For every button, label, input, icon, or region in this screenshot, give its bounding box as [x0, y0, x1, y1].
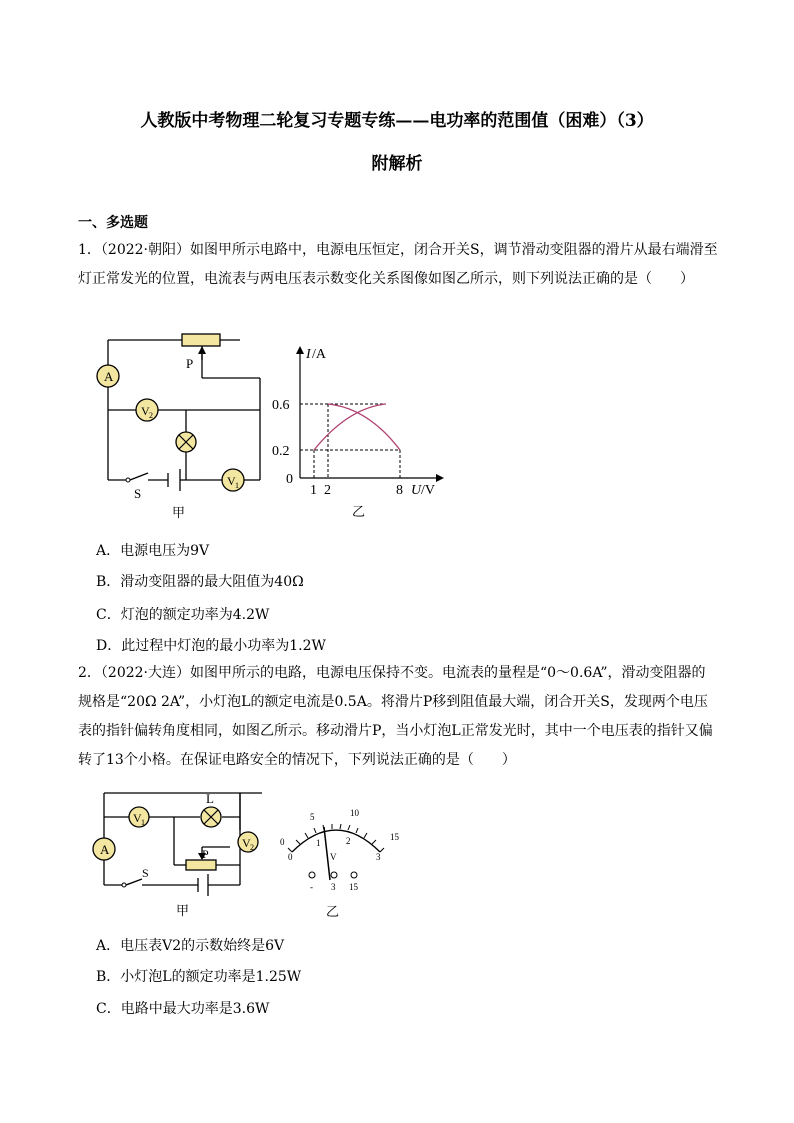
terminal-3-label: 3	[331, 882, 336, 892]
q2-v2-label: V	[242, 836, 251, 850]
q2-lamp-label: L	[206, 791, 214, 806]
origin-label: 0	[286, 472, 293, 487]
question-1-text: 1．（2022·朝阳）如图甲所示电路中，电源电压恒定，闭合开关S，调节滑动变阻器的滑片从最右端滑至灯正常发光的位置，电流表与两电压表示数变化关系图像如图乙所示，则下列说法正确的是（ ）	[78, 242, 718, 287]
q2-fig-label-jia: 甲	[176, 903, 190, 918]
fig-label-jia: 甲	[172, 505, 186, 520]
v2-label: V	[141, 404, 150, 418]
q2-voltmeter-dial	[280, 800, 410, 920]
terminal-15	[351, 872, 357, 878]
y-tick-0-2: 0.2	[272, 444, 290, 459]
v1-subscript: 1	[235, 481, 239, 490]
q2-rheostat	[186, 860, 216, 870]
ammeter-label: A	[104, 369, 114, 384]
q2-v1-label: V	[133, 811, 142, 825]
dial-inner-3: 3	[376, 852, 381, 862]
dial-outer-15: 15	[390, 832, 399, 842]
rheostat	[182, 334, 220, 346]
x-axis-unit: /V	[421, 483, 435, 498]
y-axis-symbol: I	[306, 347, 311, 362]
terminal-15-label: 15	[349, 882, 358, 892]
x-tick-8: 8	[396, 483, 403, 498]
curve-falling	[328, 404, 400, 450]
terminal-3	[331, 872, 337, 878]
q1-iu-graph	[268, 338, 458, 528]
q1-option-a: A．电源电压为9V	[96, 543, 210, 559]
q1-option-d: D．此过程中灯泡的最小功率为1.2W	[96, 638, 326, 654]
fig-label-yi: 乙	[352, 504, 366, 519]
x-axis-symbol: U	[411, 483, 422, 498]
q2-ammeter-label: A	[100, 842, 110, 857]
q2-v2-subscript: 2	[250, 843, 254, 852]
y-axis-unit: /A	[312, 347, 326, 362]
v1-label: V	[227, 474, 236, 488]
q1-circuit-diagram	[90, 330, 280, 525]
q2-option-b: B．小灯泡L的额定功率是1.25W	[96, 969, 302, 985]
dial-inner-0: 0	[288, 852, 293, 862]
dial-unit: V	[330, 852, 337, 862]
q2-slider-label: P	[202, 847, 209, 861]
dial-outer-10: 10	[350, 808, 359, 818]
dial-inner-1: 1	[316, 838, 321, 848]
switch-label: S	[134, 486, 142, 501]
x-tick-1: 1	[310, 483, 317, 498]
q1-option-b: B．滑动变阻器的最大阻值为40Ω	[96, 574, 304, 590]
terminal-minus	[309, 872, 315, 878]
section-heading: 一、多选题	[78, 215, 148, 231]
question-2-text: 2．（2022·大连）如图甲所示的电路，电源电压保持不变。电流表的量程是“0～0.6A”，滑动变阻器的规格是“20Ω 2A”，小灯泡L的额定电流是0.5A。将滑片P移到阻值最大端，闭合开关S，发现两个电压表的指针偏转角度相同，如图乙所示。移动滑片P，当小灯泡L正常发光时，其中一个电压表的指针又偏转了13个小格。在保证电路安全的情况下，下列说法正确的是（ ）	[78, 665, 713, 768]
terminal-minus-label: -	[310, 882, 313, 892]
dial-outer-0: 0	[280, 837, 285, 847]
y-tick-0-6: 0.6	[272, 398, 290, 413]
dial-inner-2: 2	[346, 836, 351, 846]
slider-label: P	[186, 356, 194, 371]
v2-subscript: 2	[149, 411, 153, 420]
q1-option-c: C．灯泡的额定功率为4.2W	[96, 607, 270, 623]
title-line-1: 人教版中考物理二轮复习专题专练——电功率的范围值（困难）（3）	[140, 111, 654, 131]
q2-option-a: A．电压表V2的示数始终是6V	[96, 938, 285, 954]
dial-outer-5: 5	[310, 812, 315, 822]
q2-circuit-diagram	[90, 785, 270, 920]
title-line-2: 附解析	[371, 154, 423, 174]
x-tick-2: 2	[324, 483, 331, 498]
curve-rising	[314, 404, 386, 450]
q2-switch-label: S	[142, 866, 149, 880]
q2-v1-subscript: 1	[141, 818, 145, 827]
q2-fig-label-yi: 乙	[326, 904, 340, 919]
q2-option-c: C．电路中最大功率是3.6W	[96, 1001, 270, 1017]
